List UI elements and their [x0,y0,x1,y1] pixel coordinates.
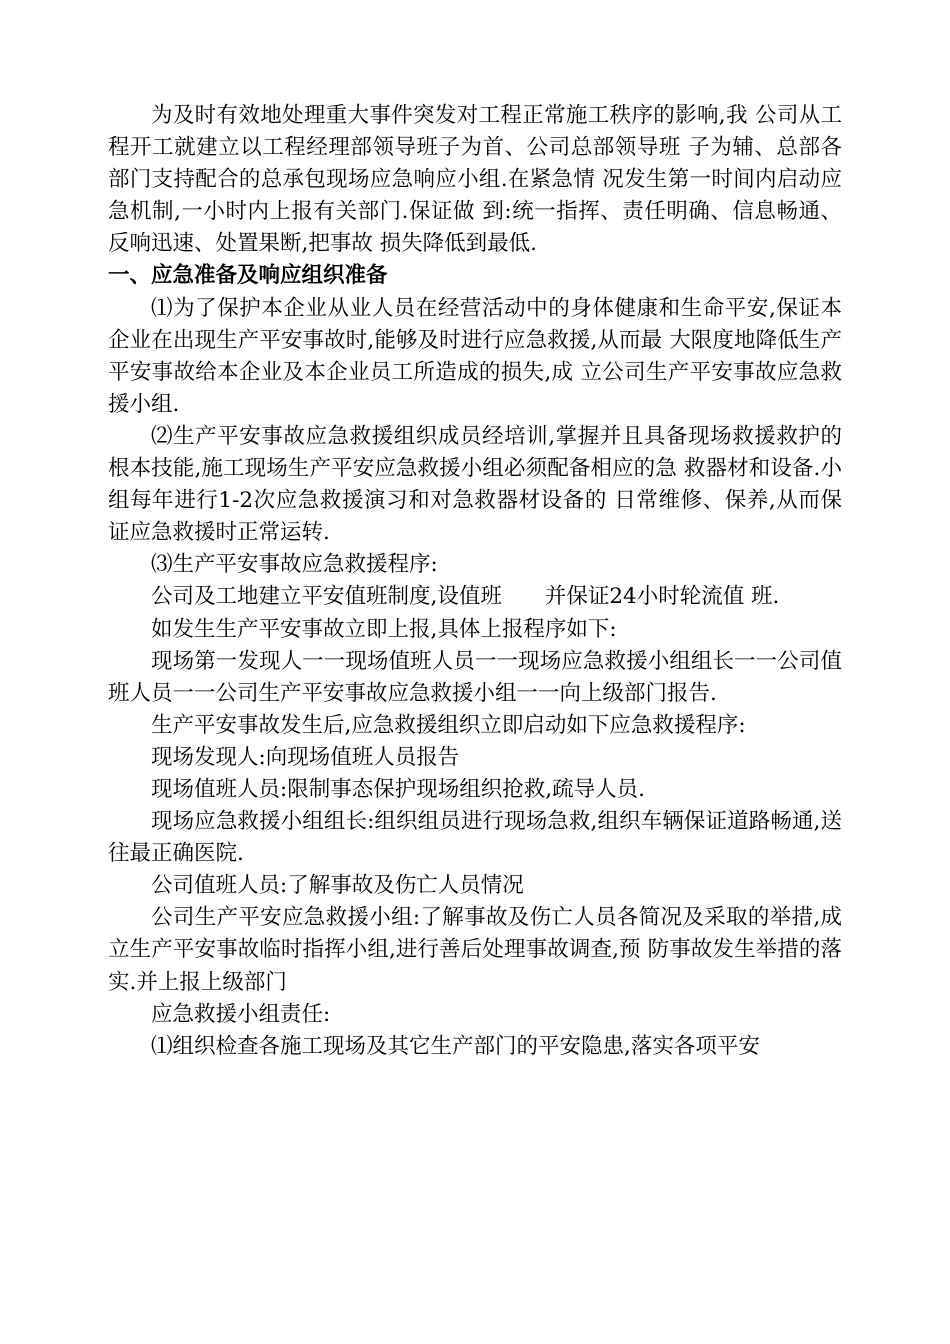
paragraph-13: 应急救援小组责任: [151,1001,331,1027]
paragraph-5: 如发生生产平安事故立即上报,具体上报程序如下: [151,616,617,642]
intro-paragraph: 为及时有效地处理重大事件突发对工程正常施工秩序的影响,我 公司从工程开工就建立以工程经理部领导班子为首、公司总部领导班 子为辅、总部各部门支持配合的总承包现场应急响应小组.在紧急情 况发生第一时间内启动应急机制,一小时内上报有关部门.保证做 到:统一指挥、责任明确、信息畅通、反响迅速、处置果断,把事故 损失降低到最低. [108,103,842,257]
paragraph-3: ⑶生产平安事故应急救援程序: [151,552,438,578]
paragraph-8: 现场发现人:向现场值班人员报告 [151,744,460,770]
paragraph-4: 公司及工地建立平安值班制度,设值班 并保证24小时轮流值 班. [151,584,780,610]
paragraph-9: 现场值班人员:限制事态保护现场组织抢救,疏导人员. [151,776,645,802]
paragraph-12: 公司生产平安应急救援小组:了解事故及伤亡人员各简况及采取的举措,成立生产平安事故临时指挥小组,进行善后处理事故调查,预 防事故发生举措的落实.并上报上级部门 [108,905,842,995]
paragraph-14: ⑴组织检查各施工现场及其它生产部门的平安隐患,落实各项平安 [151,1033,760,1059]
paragraph-10: 现场应急救援小组组长:组织组员进行现场急救,组织车辆保证道路畅通,送往最正确医院. [108,809,842,867]
document-page [108,100,842,1063]
paragraph-7: 生产平安事故发生后,应急救援组织立即启动如下应急救援程序: [151,712,746,738]
paragraph-1: ⑴为了保护本企业从业人员在经营活动中的身体健康和生命平安,保证本企业在出现生产平安事故时,能够及时进行应急救援,从而最 大限度地降低生产平安事故给本企业及本企业员工所造成的损失,成 立公司生产平安事故应急救援小组. [108,295,842,417]
paragraph-6: 现场第一发现人一一现场值班人员一一现场应急救援小组组长一一公司值班人员一一公司生产平安事故应急救援小组一一向上级部门报告. [108,648,842,706]
section-heading: 一、应急准备及响应组织准备 [108,263,388,289]
paragraph-2: ⑵生产平安事故应急救援组织成员经培训,掌握并且具备现场救援救护的根本技能,施工现场生产平安应急救援小组必须配备相应的急 救器材和设备.小组每年进行1-2次应急救援演习和对急救器材设备的 日常维修、保养,从而保证应急救援时正常运转. [108,423,842,546]
paragraph-11: 公司值班人员:了解事故及伤亡人员情况 [151,873,524,899]
